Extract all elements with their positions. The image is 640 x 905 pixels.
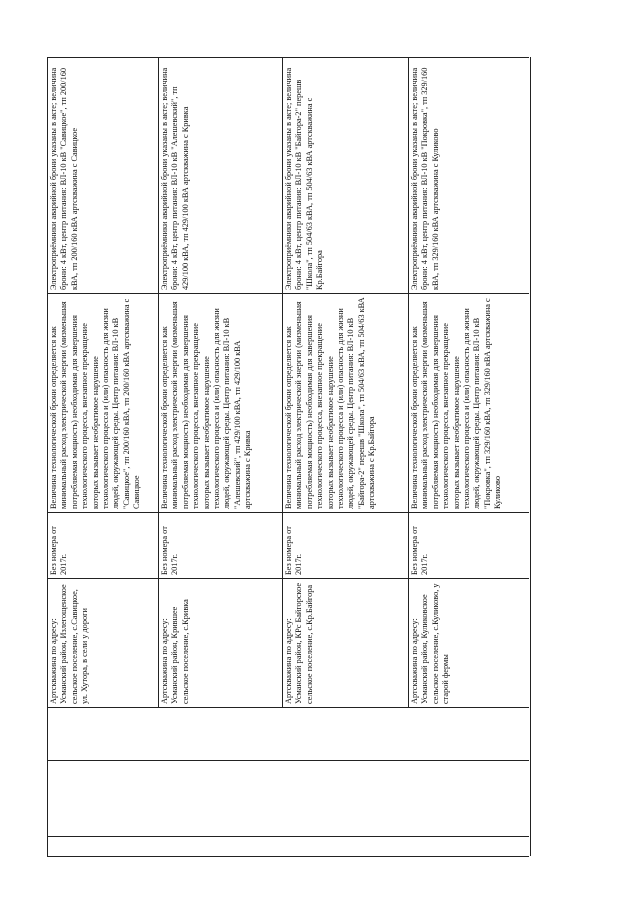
row4-tech-text: Величина технологической брони определяется как минимальный расход электрической энергии (мизменьшая потребляемая мощность) необходимая для завершения технологического процесса, внезапное прекращение которых вызывает необратимое нарушение технологического процесса и (или) опасность для жизни людей, окружающей среды. Центр питания: ВЛ-10 кВ "Покровка", тп 329/160 кВА, тп 329/160 кВА артскважина с Куликово (410, 298, 503, 509)
row4-emergency-cell (408, 57, 529, 293)
row2-number-text: Без номера от 2017г. (160, 526, 180, 575)
row2-object-text: Артскважина по адресу: Усманский район, Крившее сельское поселение, с.Кривка (160, 599, 190, 704)
row3-emergency-text: Электроприёмники аварийной брони указаны в акте; величина брони: 4 кВт, центр питания: ВЛ-10 кВ "Байгора-2" перешв "Школа", тп 504/63 кВА, тп 504/63 кВА артскважина с Кр.Байгора (284, 67, 325, 290)
row3-emergency-cell (282, 57, 408, 293)
row3-object-text: Артскважина по адресу: Усманский район, КРс Байгорское сельское поселение, с.Кр.Байгора (284, 582, 314, 704)
row4-object-text: Артскважина по адресу: Усманский район, Куликовское сельское поселение, с.Куликово, у старой фермы (410, 583, 451, 704)
row3-number-text: Без номера от 2017г. (284, 526, 304, 575)
row1-object-cell (47, 578, 158, 707)
row3-tech-text: Величина технологической брони определяется как минимальный расход электрической энергии (мизменьшая потребляемая мощность) необходимая для завершения технологического процесса, внезапное прекращение которых вызывает необратимое нарушение технологического процесса и (или) опасность для жизни людей, окружающей среды. Центр питания: ВЛ-10 кВ "Байгора-2" перешв "Школа", тп 504/63 кВА, тп 504/63 кВА артскважина с Кр.Байгора (284, 297, 377, 509)
row4-emergency-text: Электроприёмники аварийной брони указаны в акте; величина брони: 4 кВт, центр питания: ВЛ-10 кВ "Покровка", тп 329/160 кВА, тп 329/160 кВА артскважина с Куликово (410, 67, 440, 290)
row1-emergency-cell (47, 57, 158, 293)
row2-tech-cell (158, 293, 282, 512)
row2-number-cell (158, 512, 282, 578)
row1-number-cell (47, 512, 158, 578)
table-bottom-border (47, 856, 529, 857)
row3-number-cell (282, 512, 408, 578)
row1-tech-text: Величина технологической брони определяется как минимальный расход электрической энергии (мизменьшая потребляемая мощность) необходимая для завершения технологического процесса, внезапное прекращение которых вызывает необратимое нарушение технологического процесса и (или) опасность для жизни людей, окружающей среды. Центр питания: ВЛ-10 кВ "Савицкое", тп 200/160 кВА, тп 200/160 кВА артскважина с Савицкое (49, 298, 142, 509)
row4-number-text: Без номера от 2017г. (410, 526, 430, 575)
col-separator (47, 760, 529, 761)
row2-object-cell (158, 578, 282, 707)
row2-emergency-text: Электроприёмники аварийной брони указаны в акте; величина брони: 4 кВт, центр питания: ВЛ-10 кВ "Алешевский", тп 429/100 кВА, тп 429/100 кВА артскважина с Кривка (160, 67, 190, 290)
row4-object-cell (408, 578, 529, 707)
row2-emergency-cell (158, 57, 282, 293)
row3-tech-cell (282, 293, 408, 512)
col-separator (47, 707, 529, 708)
row4-number-cell (408, 512, 529, 578)
row1-object-text: Артскважина по адресу: Усманский район, Излегощенское сельское поселение, с.Савицкое, ул. Хутора, в сели у дороги (49, 584, 90, 704)
row3-object-cell (282, 578, 408, 707)
col-separator (47, 836, 529, 837)
row2-tech-text: Величина технологической брони определяется как минимальный расход электрической энергии (мизменьшая потребляемая мощность) необходимая для завершения технологического процесса, внезапное прекращение которых вызывает необратимое нарушение технологического процесса и (или) опасность для жизни людей, окружающей среды. Центр питания: ВЛ-10 кВ "Алешевский", тп 429/100 кВА, тп 429/100 кВА артскважина с Кривка (160, 301, 253, 509)
row1-emergency-text: Электроприёмники аварийной брони указаны в акте; величина брони: 4 кВт, центр питания: ВЛ-10 кВ "Савицкое", тп 200/160 кВА, тп 200/160 кВА артскважина с Савицкое (49, 67, 79, 290)
row1-tech-cell (47, 293, 158, 512)
row1-number-text: Без номера от 2017г. (49, 526, 69, 575)
row4-tech-cell (408, 293, 529, 512)
